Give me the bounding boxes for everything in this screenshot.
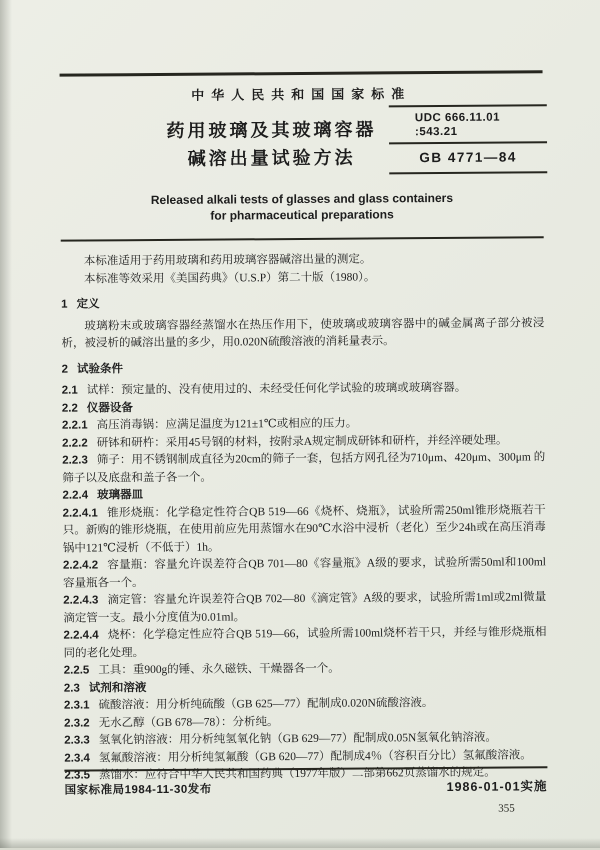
clause-number: 2.2.4.4 <box>63 629 99 642</box>
clause-number: 2.2 <box>61 402 78 415</box>
clause <box>63 589 546 627</box>
document-body <box>61 250 548 785</box>
clause-number: 2.2.4.2 <box>62 559 99 572</box>
udc-standard-code-box <box>389 104 547 174</box>
clause-text: 无水乙醇（GB 678—78）：分析纯。 <box>98 715 279 729</box>
page-number: 355 <box>498 802 515 815</box>
clause <box>62 449 545 487</box>
clause-text: 氢氧化钠溶液：用分析纯氢氧化钠（GB 629—77）配制成0.05N氢氧化钠溶液。 <box>98 731 497 747</box>
clause-number: 2.3.3 <box>64 734 90 747</box>
udc-number <box>389 106 547 144</box>
clause <box>63 502 546 558</box>
clause-text: 锥形烧瓶：化学稳定性符合QB 519—66《烧杯、烧瓶》，试验所需250ml锥形烧瓶若干只。新购的锥形烧瓶，在使用前应先用蒸馏水在90℃水浴中浸析（老化）至少24h或在高压消毒锅中121℃浸析（不低于）1h。 <box>62 503 546 555</box>
english-title-line1: Released alkali tests of glasses and glass containers <box>150 190 454 208</box>
clause <box>63 554 546 592</box>
section-title: 试验条件 <box>76 362 124 376</box>
english-title-line2: for pharmaceutical preparations <box>210 207 394 223</box>
clause-number: 2.3 <box>63 682 80 695</box>
adoption-paragraph <box>61 268 544 289</box>
clause-number: 2.2.4.3 <box>63 594 99 607</box>
paragraph-text: 玻璃粉末或玻璃容器经蒸馏水在热压作用下，使玻璃或玻璃容器中的碱金属离子部分被浸析，被浸析的碱溶出量的多少，用0.020N硫酸溶液的消耗量表示。 <box>61 316 545 350</box>
clause-number: 2.2.4.1 <box>62 506 98 520</box>
header-divider-rule <box>61 236 544 241</box>
top-rule <box>60 70 543 76</box>
clause-text: 玻璃器皿 <box>97 489 144 502</box>
clause-number: 2.2.4 <box>62 489 89 502</box>
clause-text: 试样：预定量的、没有使用过的、未经受任何化学试验的玻璃或玻璃容器。 <box>86 381 467 397</box>
section-title: 定义 <box>76 298 100 311</box>
national-standard-header: 中华人民共和国国家标准 <box>191 86 412 103</box>
udc-number-line1: UDC 666.11.01 <box>414 111 501 125</box>
udc-number-line2: :543.21 <box>414 125 458 139</box>
clause <box>63 624 546 662</box>
section-number: 2 <box>61 363 69 376</box>
english-title <box>60 189 543 224</box>
standard-code: GB 4771—84 <box>419 149 517 166</box>
clause-number: 2.3.5 <box>64 769 91 782</box>
clause-text: 硫酸溶液：用分析纯硫酸（GB 625—77）配制成0.020N硫酸溶液。 <box>98 697 434 712</box>
clause-text: 容量瓶：容量允许误差符合QB 701—80《容量瓶》A级的要求，试验所需50ml和100ml容量瓶各一个。 <box>63 556 547 590</box>
clause-number: 2.1 <box>61 384 78 397</box>
clause-number: 2.3.4 <box>64 751 90 765</box>
clause-text: 烧杯：化学稳定性应符合QB 519—66，试验所需100ml烧杯若干只，并经与锥形烧瓶相同的老化处理。 <box>63 626 547 660</box>
section-number: 1 <box>61 298 68 311</box>
clause-text: 仪器设备 <box>86 401 133 414</box>
clause-text: 试剂和溶液 <box>88 681 147 694</box>
section-heading-test-conditions <box>62 358 545 379</box>
clause-number: 2.2.2 <box>62 436 88 450</box>
title-block <box>60 111 543 179</box>
clause-number: 2.3.1 <box>63 699 90 712</box>
paragraph-text: 本标准等效采用《美国药典》（U.S.P）第二十版（1980）。 <box>83 270 376 286</box>
clause-text: 工具：重900g的锤、永久磁铁、干燥器各一个。 <box>98 662 340 677</box>
clause-number: 2.2.5 <box>63 664 90 677</box>
clause-text: 滴定管：容量允许误差符合QB 702—80《滴定管》A级的要求，试验所需1ml或2ml微量滴定管一支。最小分度值为0.01ml。 <box>63 591 547 625</box>
definition-paragraph <box>61 315 544 353</box>
document-footer <box>64 766 547 797</box>
clause-number: 2.3.2 <box>64 716 90 730</box>
effective-date: 1986-01-01实施 <box>446 779 548 794</box>
paragraph-text: 本标准适用于药用玻璃和药用玻璃容器碱溶出量的测定。 <box>83 253 372 268</box>
section-heading-definition <box>61 293 544 314</box>
document-title-line1: 药用玻璃及其玻璃容器 <box>166 119 377 141</box>
clause-text: 高压消毒锅：应满足温度为121±1℃或相应的压力。 <box>96 417 358 432</box>
clause-text: 研钵和研杵：采用45号钢的材料，按附录A规定制成研钵和研杵，并经淬硬处理。 <box>96 434 508 449</box>
clause-text: 蒸馏水：应符合中华人民共和国药典（1977年版）二部第662页蒸馏水的规定。 <box>98 766 496 782</box>
clause-number: 2.2.3 <box>62 454 88 467</box>
document-title-line2: 碱溶出量试验方法 <box>187 147 356 169</box>
clause-number: 2.2.1 <box>61 419 88 432</box>
clause-text: 氢氟酸溶液：用分析纯氢氟酸（GB 620—77）配制成4％（容积百分比）氢氟酸溶液。 <box>98 748 532 764</box>
issue-date: 国家标准局1984-11-30发布 <box>64 783 212 797</box>
clause-text: 筛子：用不锈钢制成直径为20cm的筛子一套，包括方网孔径为710μm、420μm、300μm 的筛子以及底盘和盖子各一个。 <box>62 451 546 485</box>
